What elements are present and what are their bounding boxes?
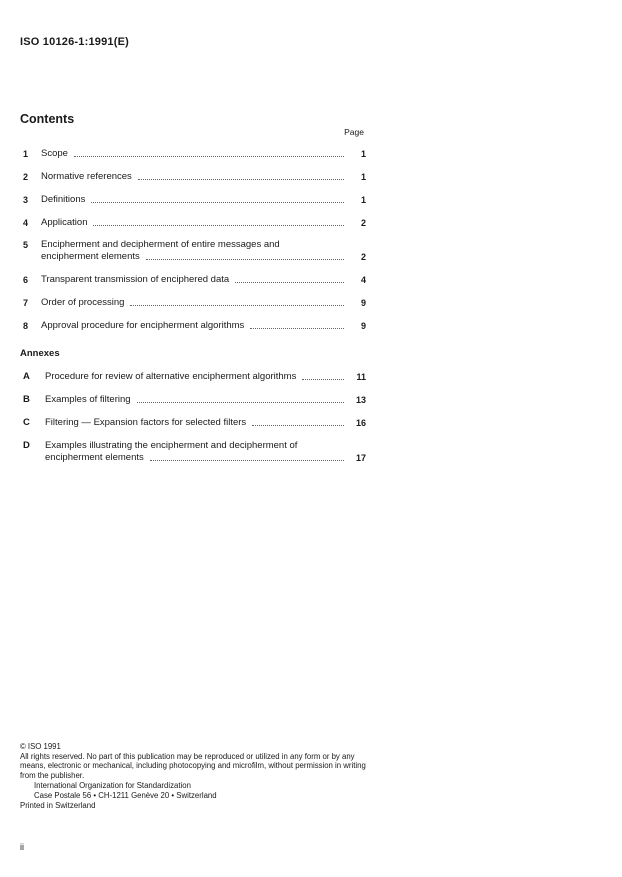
annex-letter: C <box>23 417 30 428</box>
annex-title-line-1: Examples illustrating the encipherment and decipherment of <box>45 440 298 451</box>
toc-number: 7 <box>23 298 29 308</box>
annex-page: 16 <box>355 418 366 428</box>
toc-number: 4 <box>23 218 29 228</box>
toc-title-line-2: encipherment elements <box>41 251 140 262</box>
dot-leader <box>150 460 344 461</box>
annex-page: 17 <box>355 453 366 463</box>
toc-title: Transparent transmission of enciphered data <box>41 274 230 285</box>
toc-title-line-1: Encipherment and decipherment of entire messages and <box>41 239 280 250</box>
dot-leader <box>235 282 344 283</box>
org-address: Case Postale 56 • CH-1211 Genève 20 • Switzerland <box>34 790 217 800</box>
toc-title: Approval procedure for encipherment algorithms <box>41 320 245 331</box>
toc-title: Order of processing <box>41 297 125 308</box>
annex-page: 13 <box>355 395 366 405</box>
annex-letter: B <box>23 394 30 405</box>
dot-leader <box>130 305 344 306</box>
toc-page: 9 <box>360 298 366 308</box>
annex-title-line-2: encipherment elements <box>45 452 144 463</box>
toc-page: 1 <box>360 149 366 159</box>
annex-entry-d[interactable] <box>20 440 366 464</box>
rights-text: All rights reserved. No part of this publication may be reproduced or utilized in any form or by any means, electronic or mechanical, including photocopying and microfilm, without permission in writing from the publisher. <box>20 751 366 780</box>
toc-number: 5 <box>23 240 29 250</box>
toc-page: 2 <box>360 218 366 228</box>
copyright-line: © ISO 1991 <box>20 742 61 751</box>
page-column-label: Page <box>344 127 364 137</box>
toc-entry-5[interactable] <box>20 239 366 263</box>
page-number: ii <box>20 842 24 852</box>
copyright-block <box>20 742 366 780</box>
toc-title: Normative references <box>41 171 132 182</box>
toc-page: 4 <box>360 275 366 285</box>
document-id: ISO 10126-1:1991(E) <box>20 36 129 48</box>
contents-heading: Contents <box>20 112 75 126</box>
annex-letter: D <box>23 440 30 451</box>
dot-leader <box>93 225 344 226</box>
dot-leader <box>252 425 344 426</box>
annex-page: 11 <box>356 372 366 382</box>
toc-number: 8 <box>23 321 29 331</box>
toc-title: Definitions <box>41 194 86 205</box>
dot-leader <box>74 156 344 157</box>
dot-leader <box>138 179 344 180</box>
toc-title: Scope <box>41 148 68 159</box>
dot-leader <box>250 328 344 329</box>
annex-title: Filtering — Expansion factors for selected filters <box>45 417 247 428</box>
dot-leader <box>137 402 344 403</box>
toc-page: 2 <box>360 252 366 262</box>
annex-letter: A <box>23 371 30 382</box>
toc-number: 3 <box>23 195 29 205</box>
annex-title: Procedure for review of alternative encipherment algorithms <box>45 371 297 382</box>
org-name: International Organization for Standardization <box>34 781 191 790</box>
dot-leader <box>302 379 344 380</box>
toc-number: 1 <box>23 149 29 159</box>
annex-title: Examples of filtering <box>45 394 131 405</box>
toc-number: 2 <box>23 172 29 182</box>
toc-number: 6 <box>23 275 29 285</box>
dot-leader <box>146 259 344 260</box>
toc-page: 1 <box>360 172 366 182</box>
printed-in: Printed in Switzerland <box>20 801 96 810</box>
annexes-heading: Annexes <box>20 348 60 359</box>
toc-page: 9 <box>360 321 366 331</box>
toc-title: Application <box>41 217 88 228</box>
dot-leader <box>91 202 344 203</box>
toc-page: 1 <box>360 195 366 205</box>
publisher-address <box>34 781 217 800</box>
